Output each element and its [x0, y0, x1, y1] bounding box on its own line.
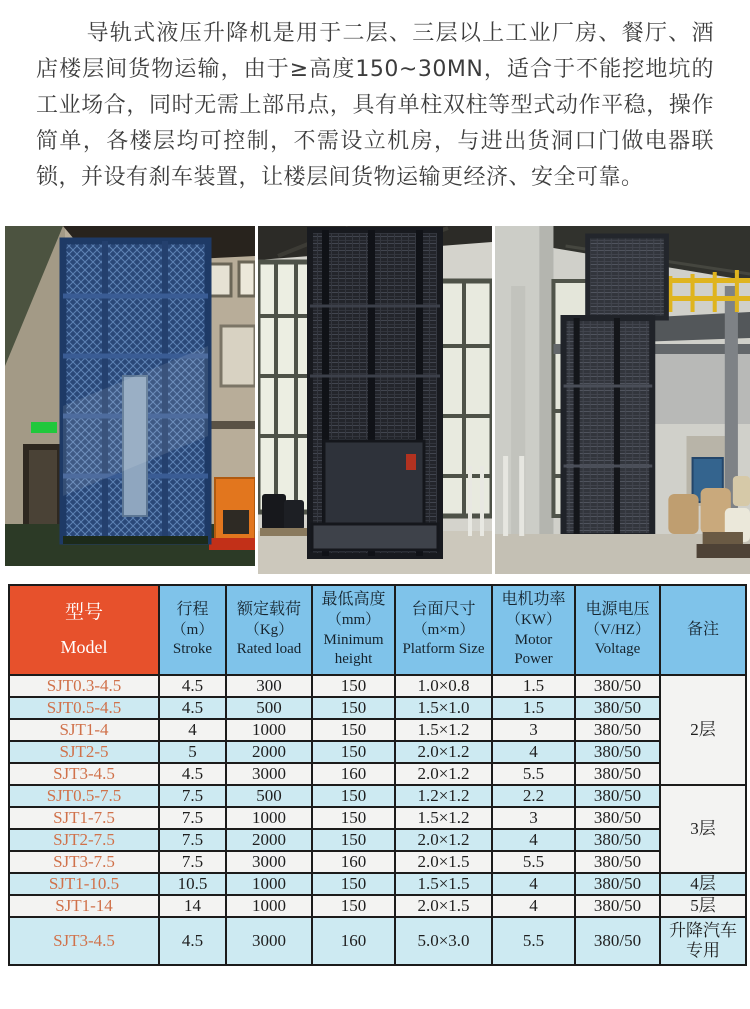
value-cell: 1.5 [492, 697, 575, 719]
value-cell: 2000 [226, 741, 312, 763]
value-cell: 380/50 [575, 697, 660, 719]
table-row [9, 873, 746, 895]
column-header-voltage [575, 585, 660, 675]
model-cell: SJT1-14 [9, 895, 159, 917]
model-cell: SJT2-5 [9, 741, 159, 763]
table-row [9, 697, 746, 719]
value-cell: 1000 [226, 895, 312, 917]
value-cell: 380/50 [575, 807, 660, 829]
value-cell: 150 [312, 697, 395, 719]
column-header-en: Voltage [594, 641, 641, 658]
value-cell: 160 [312, 763, 395, 785]
value-cell: 5.5 [492, 851, 575, 873]
model-cell: SJT1-10.5 [9, 873, 159, 895]
value-cell: 150 [312, 873, 395, 895]
value-cell: 150 [312, 719, 395, 741]
value-cell: 5.5 [492, 917, 575, 965]
model-cell: SJT1-7.5 [9, 807, 159, 829]
table-row [9, 785, 746, 807]
value-cell: 1.5×1.0 [395, 697, 492, 719]
value-cell: 4 [492, 741, 575, 763]
product-photo-strip [0, 226, 750, 574]
value-cell: 380/50 [575, 741, 660, 763]
value-cell: 1000 [226, 807, 312, 829]
value-cell: 3000 [226, 917, 312, 965]
model-cell: SJT2-7.5 [9, 829, 159, 851]
column-header-en: Stroke [172, 641, 213, 658]
product-photo-black-lift [258, 226, 492, 574]
table-row [9, 917, 746, 965]
intro-paragraph: 导轨式液压升降机是用于二层、三层以上工业厂房、餐厅、酒店楼层间货物运输，由于≥高度150~30MN，适合于不能挖地坑的工业场合，同时无需上部吊点，具有单柱双柱等型式动作平稳，操作简单，各楼层均可控制，不需设立机房，与进出货洞口门做电器联锁，并设有刹车装置，让楼层间货物运输更经济、安全可靠。 [36, 21, 714, 190]
model-cell: SJT0.5-4.5 [9, 697, 159, 719]
value-cell: 1000 [226, 719, 312, 741]
value-cell: 500 [226, 697, 312, 719]
value-cell: 160 [312, 917, 395, 965]
column-header-stroke [159, 585, 226, 675]
value-cell: 3 [492, 807, 575, 829]
value-cell: 5.5 [492, 763, 575, 785]
value-cell: 4 [159, 719, 226, 741]
value-cell: 150 [312, 741, 395, 763]
value-cell: 500 [226, 785, 312, 807]
table-row [9, 895, 746, 917]
value-cell: 4.5 [159, 675, 226, 697]
value-cell: 4.5 [159, 917, 226, 965]
note-cell: 3层 [660, 785, 746, 873]
value-cell: 5 [159, 741, 226, 763]
blue-lift-illustration [5, 226, 255, 566]
column-header-zh: 型号 [64, 602, 103, 624]
value-cell: 380/50 [575, 895, 660, 917]
table-row [9, 675, 746, 697]
table-row [9, 851, 746, 873]
value-cell: 4.5 [159, 763, 226, 785]
note-cell: 4层 [660, 873, 746, 895]
value-cell: 2.2 [492, 785, 575, 807]
column-header-platform-size [395, 585, 492, 675]
value-cell: 7.5 [159, 829, 226, 851]
value-cell: 150 [312, 807, 395, 829]
column-header-en: Motor Power [514, 631, 553, 668]
table-row [9, 719, 746, 741]
model-cell: SJT3-7.5 [9, 851, 159, 873]
value-cell: 380/50 [575, 763, 660, 785]
table-row [9, 763, 746, 785]
value-cell: 3 [492, 719, 575, 741]
value-cell: 2.0×1.5 [395, 851, 492, 873]
column-header-zh: 台面尺寸 [411, 601, 476, 619]
value-cell: 380/50 [575, 785, 660, 807]
column-header-zh: 电源电压 [585, 601, 650, 619]
column-header-min-height [312, 585, 395, 675]
spec-table-header [9, 585, 746, 675]
value-cell: 380/50 [575, 851, 660, 873]
value-cell: 1.5×1.2 [395, 807, 492, 829]
value-cell: 380/50 [575, 719, 660, 741]
table-row [9, 829, 746, 851]
value-cell: 1.0×0.8 [395, 675, 492, 697]
model-cell: SJT0.3-4.5 [9, 675, 159, 697]
column-header-unit: （KW） [506, 612, 561, 629]
value-cell: 4 [492, 895, 575, 917]
value-cell: 2.0×1.2 [395, 741, 492, 763]
column-header-model [9, 585, 159, 675]
value-cell: 4 [492, 873, 575, 895]
column-header-motor-power [492, 585, 575, 675]
value-cell: 10.5 [159, 873, 226, 895]
model-cell: SJT3-4.5 [9, 917, 159, 965]
value-cell: 3000 [226, 763, 312, 785]
value-cell: 150 [312, 785, 395, 807]
value-cell: 7.5 [159, 785, 226, 807]
column-header-unit: （m） [171, 621, 214, 638]
value-cell: 150 [312, 895, 395, 917]
model-cell: SJT0.5-7.5 [9, 785, 159, 807]
model-cell: SJT3-4.5 [9, 763, 159, 785]
column-header-en: Rated load [236, 641, 302, 658]
value-cell: 4.5 [159, 697, 226, 719]
column-header-en: Platform Size [402, 641, 485, 658]
column-header-zh: 备注 [686, 620, 719, 638]
table-row [9, 741, 746, 763]
value-cell: 7.5 [159, 851, 226, 873]
value-cell: 150 [312, 675, 395, 697]
value-cell: 7.5 [159, 807, 226, 829]
table-row [9, 807, 746, 829]
note-cell: 5层 [660, 895, 746, 917]
value-cell: 2000 [226, 829, 312, 851]
spec-table [8, 584, 747, 966]
column-header-zh: 电机功率 [501, 591, 566, 609]
value-cell: 1.5×1.5 [395, 873, 492, 895]
grey-lift-illustration [495, 226, 750, 574]
value-cell: 160 [312, 851, 395, 873]
spec-table-body [9, 675, 746, 965]
value-cell: 380/50 [575, 873, 660, 895]
column-header-en: Minimum height [323, 631, 384, 668]
value-cell: 2.0×1.5 [395, 895, 492, 917]
value-cell: 380/50 [575, 829, 660, 851]
value-cell: 14 [159, 895, 226, 917]
black-lift-illustration [258, 226, 492, 574]
value-cell: 1.2×1.2 [395, 785, 492, 807]
value-cell: 1.5×1.2 [395, 719, 492, 741]
column-header-unit: （mm） [326, 612, 381, 629]
column-header-unit: （V/HZ） [585, 621, 650, 638]
value-cell: 1.5 [492, 675, 575, 697]
model-cell: SJT1-4 [9, 719, 159, 741]
column-header-unit: （Kg） [244, 621, 294, 638]
value-cell: 4 [492, 829, 575, 851]
column-header-zh: 最低高度 [321, 591, 386, 609]
value-cell: 2.0×1.2 [395, 829, 492, 851]
value-cell: 380/50 [575, 917, 660, 965]
value-cell: 300 [226, 675, 312, 697]
column-header-rated-load [226, 585, 312, 675]
column-header-en: Model [60, 636, 108, 657]
column-header-unit: （m×m） [412, 621, 475, 638]
column-header-notes [660, 585, 746, 675]
value-cell: 5.0×3.0 [395, 917, 492, 965]
value-cell: 2.0×1.2 [395, 763, 492, 785]
value-cell: 150 [312, 829, 395, 851]
product-photo-blue-lift [5, 226, 255, 566]
value-cell: 3000 [226, 851, 312, 873]
value-cell: 380/50 [575, 675, 660, 697]
note-cell: 升降汽车专用 [660, 917, 746, 965]
column-header-zh: 额定载荷 [236, 601, 301, 619]
note-cell: 2层 [660, 675, 746, 785]
column-header-zh: 行程 [176, 601, 209, 619]
product-photo-grey-lift [495, 226, 750, 574]
value-cell: 1000 [226, 873, 312, 895]
